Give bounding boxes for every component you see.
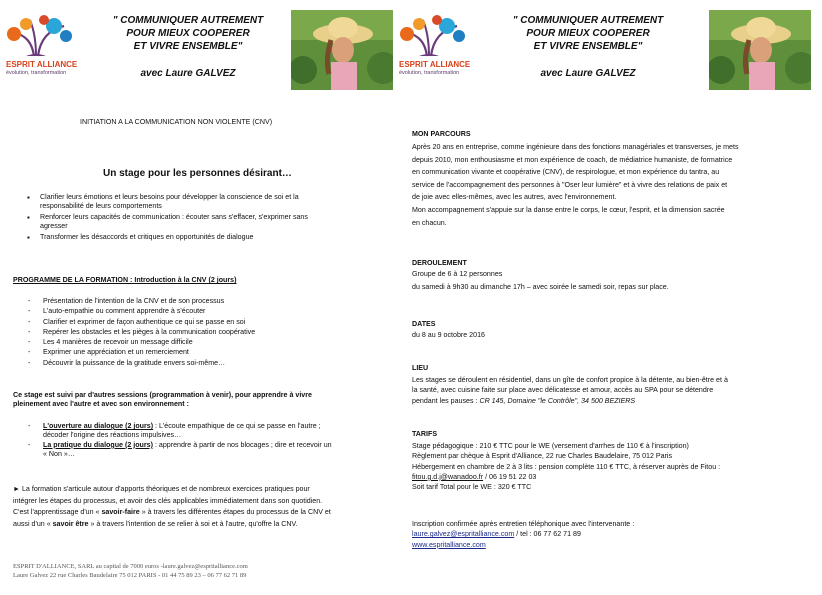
header-title-line: ET VIVRE ENSEMBLE": [533, 41, 643, 52]
list-item: - Repérer les obstacles et les pièges à la communication coopérative: [26, 327, 255, 337]
objectives-list: [26, 193, 308, 243]
list-item: - Découvrir la puissance de la gratitude envers soi-même…: [26, 358, 255, 368]
list-item: - Les 4 manières de recevoir un message difficile: [26, 337, 255, 347]
contact-email-link[interactable]: laure.galvez@espritalliance.com: [412, 530, 515, 539]
header-title: [503, 14, 673, 53]
website-link[interactable]: www.espritalliance.com: [412, 540, 486, 549]
logo-name: ESPRIT ALLIANCE: [6, 60, 78, 69]
list-item: - La pratique du dialogue (2 jours) : apprendre à partir de nos blocages ; dire et recevoir un « Non »…: [26, 441, 332, 460]
logo-name: ESPRIT ALLIANCE: [399, 60, 471, 69]
header-title-line: " COMMUNIQUER AUTREMENT: [512, 15, 664, 26]
stage-heading: Un stage pour les personnes désirant…: [103, 168, 292, 179]
header-title-line: ET VIVRE ENSEMBLE": [133, 41, 243, 52]
list-item: - Présentation de l'intention de la CNV et de son processus: [26, 296, 255, 306]
list-item: - L'auto-empathie ou comment apprendre à s'écouter: [26, 306, 255, 316]
programme-list: [26, 296, 255, 368]
header-author: avec Laure GALVEZ: [540, 68, 636, 79]
portrait-photo: [291, 10, 393, 90]
header-title-line: POUR MIEUX COOPERER: [126, 28, 250, 39]
list-item: - L'ouverture au dialogue (2 jours) : L'écoute empathique de ce qui se passe en l'autre ; décoder l'origine des réactions impulsives…: [26, 422, 332, 441]
header-title-line: " COMMUNIQUER AUTREMENT: [112, 15, 264, 26]
list-item: ▪ Renforcer leurs capacités de communication : écouter sans s'effacer, s'exprimer sans agresser: [26, 213, 308, 232]
lieu-text: Les stages se déroulent en résidentiel, dans un gîte de confort propice à la détente, au bien-être et à la santé, avec cuisine faite sur place avec délicatesse et amour, accès au SPA pour se détendre pendant les pauses : CR 145, Domaine "le Contrôle", 34 500 BEZIERS: [412, 376, 728, 405]
logo-tagline: évolution, transformation: [6, 70, 67, 76]
footer-line: Laure Galvez 22 rue Charles Baudelaire 75 012 PARIS - 01 44 75 89 23 – 06 77 62 71 89: [13, 571, 247, 579]
fitou-email-link[interactable]: fitou.g.d.j@wanadoo.fr: [412, 472, 484, 481]
logo-tagline: évolution, transformation: [399, 70, 460, 76]
inscription-block: Inscription confirmée après entretien téléphonique avec l'intervenante : laure.galvez@espritalliance.com / tel : 06 77 62 71 89 www.espritalliance.com: [412, 520, 635, 549]
list-item: ▪ Clarifier leurs émotions et leurs besoins pour développer la conscience de soi et la responsabilité de leurs comportements: [26, 193, 308, 212]
parcours-text: Après 20 ans en entreprise, comme ingénieure dans des fonctions managériales et transverses, je mets depuis 2010, mon enthousiasme et mon expérience de coach, de médiatrice humaniste, de formatrice en communication vivante et coopérative (CNV), de respirologue, et mon expérience du tantra, au service de l'accompagnement des personnes à "Oser leur lumière" et à vivre des relations de paix et de joie avec elles-mêmes, avec les autres, avec l'environnement. Mon accompagnement s'appuie sur la danse entre le corps, le cœur, l'esprit, et la dimension sacrée en chacun.: [412, 143, 739, 227]
footer: [13, 563, 248, 580]
right-page: [399, 0, 822, 595]
deroulement-heading: DEROULEMENT: [412, 259, 467, 267]
dates-heading: DATES: [412, 320, 436, 328]
header-title: [103, 14, 273, 53]
dates-text: du 8 au 9 octobre 2016: [412, 331, 485, 339]
esprit-alliance-logo: [397, 12, 469, 82]
programme-heading: PROGRAMME DE LA FORMATION : Introduction à la CNV (2 jours): [13, 276, 237, 284]
header-title-line: POUR MIEUX COOPERER: [526, 28, 650, 39]
list-item: - Exprimer une appréciation et un remerciement: [26, 347, 255, 357]
followup-heading: Ce stage est suivi par d'autres sessions (programmation à venir), pour apprendre à vivre pleinement avec l'autre et avec son environnement :: [13, 391, 312, 409]
closing-text: ► La formation s'articule autour d'apports théoriques et de nombreux exercices pratiques pour intégrer les étapes du processus, et avoir des clés applicables immédiatement dans son quotidien. C'est l'apprentissage d'un « savoir-faire » à travers les différentes étapes du processus de la CNV et aussi d'un « savoir être » à travers l'intention de se relier à soi et à l'autre, qu'offre la CNV.: [13, 485, 331, 528]
list-item: - Clarifier et exprimer de façon authentique ce qui se passe en soi: [26, 317, 255, 327]
intro-text: INITIATION A LA COMMUNICATION NON VIOLENTE (CNV): [80, 118, 273, 126]
deroulement-text: Groupe de 6 à 12 personnes du samedi à 9h30 au dimanche 17h – avec soirée le samedi soir, repas sur place.: [412, 270, 669, 291]
esprit-alliance-logo: [4, 12, 76, 82]
parcours-heading: MON PARCOURS: [412, 130, 471, 138]
lieu-heading: LIEU: [412, 364, 429, 372]
portrait-photo: [709, 10, 811, 90]
sessions-list: [26, 422, 332, 460]
tarifs-heading: TARIFS: [412, 430, 438, 438]
footer-line: ESPRIT D'ALLIANCE, SARL au capital de 7000 euros -laure.galvez@espritalliance.com: [13, 563, 248, 570]
list-item: ▪ Transformer les désaccords et critiques en opportunités de dialogue: [26, 233, 308, 242]
tarifs-text: Stage pédagogique : 210 € TTC pour le WE (versement d'arrhes de 110 € à l'inscription) Règlement par chèque à Esprit d'Alliance, 22 rue Charles Baudelaire, 75 012 Paris Hébergement en chambre de 2 à 3 lits : pension complète 110 € TTC, à réserver auprès de Fitou : fitou.g.d.j@wanadoo.fr / 06 19 51 22 03 Soit tarif Total pour le WE : 320 € TTC: [412, 442, 721, 492]
header-author: avec Laure GALVEZ: [140, 68, 236, 79]
